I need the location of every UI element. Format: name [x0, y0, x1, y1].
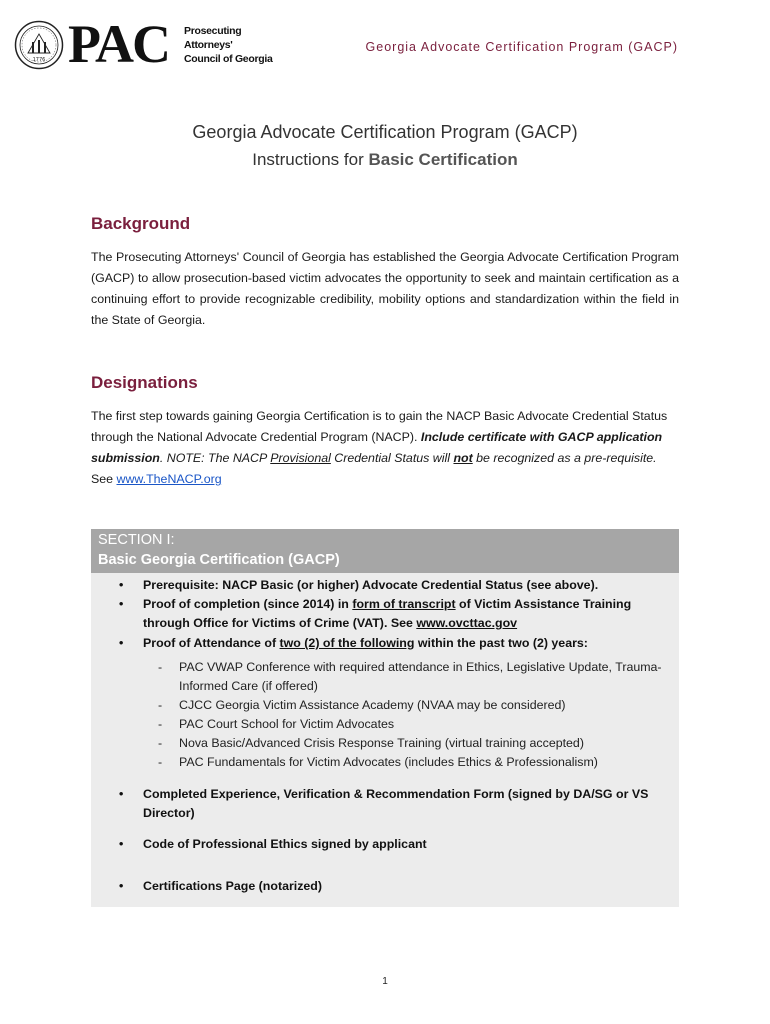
bullet-marker: • [119, 597, 124, 611]
document-subtitle [0, 150, 770, 170]
bullet-marker: • [119, 636, 124, 650]
georgia-seal-logo [14, 20, 64, 70]
vat-training-item [143, 595, 673, 633]
vat-text-b: of Victim Assistance Training through Office for Victims of Crime (VAT). See [143, 597, 632, 630]
ethics-item: Code of Professional Ethics signed by applicant [143, 837, 427, 851]
dash-marker: - [158, 736, 163, 750]
section-title: Basic Georgia Certification (GACP) [98, 552, 340, 568]
bullet-marker: • [119, 879, 124, 893]
provisional-text: Provisional [270, 451, 331, 465]
dash-marker: - [158, 717, 163, 731]
pac-logo-subtitle [184, 24, 273, 66]
logo-sub-line-1: Prosecuting [184, 25, 242, 37]
attendance-text-b: within the past two (2) years: [414, 636, 588, 650]
prerequisite-item: Prerequisite: NACP Basic (or higher) Advocate Credential Status (see above). [143, 578, 599, 592]
designations-text-4: be recognized as a pre-requisite. [472, 451, 657, 465]
designations-text-3: Credential Status will [330, 451, 454, 465]
dash-marker: - [158, 698, 163, 712]
certifications-page-item: Certifications Page (notarized) [143, 879, 323, 893]
sub-item-text: PAC VWAP Conference with required attendance in Ethics, Legislative Update, Trauma-Informed Care (if offered) [179, 660, 662, 693]
experience-form-item: Completed Experience, Verification & Recommendation Form (signed by DA/SG or VS Director) [143, 787, 649, 820]
attendance-item [143, 634, 673, 653]
logo-sub-line-3: Council of Georgia [184, 53, 273, 65]
sub-item-text: PAC Court School for Victim Advocates [179, 717, 395, 731]
document-title: Georgia Advocate Certification Program (GACP) [192, 122, 578, 142]
page-number: 1 [382, 976, 388, 987]
designations-text-5: See [91, 472, 117, 486]
running-header: Georgia Advocate Certification Program (GACP) [365, 40, 678, 54]
seal-year: 1776 [32, 57, 46, 63]
section-label: SECTION I: [98, 532, 175, 548]
designations-heading: Designations [91, 373, 198, 392]
dash-marker: - [158, 755, 163, 769]
logo-sub-line-2: Attorneys' [184, 39, 233, 51]
bullet-marker: • [119, 837, 124, 851]
requirements-list [91, 574, 679, 904]
sub-item-text: Nova Basic/Advanced Crisis Response Training (virtual training accepted) [179, 736, 584, 750]
sub-item-text: PAC Fundamentals for Victim Advocates (includes Ethics & Professionalism) [179, 755, 598, 769]
bullet-marker: • [119, 787, 124, 801]
not-emphasis: not [453, 451, 473, 465]
designations-text-1: The first step towards gaining Georgia Certification is to gain the NACP Basic Advocate Credential Status through the National Advocate Credential Program (NACP). [91, 409, 668, 444]
sub-item-text: CJCC Georgia Victim Assistance Academy (NVAA may be considered) [179, 698, 566, 712]
background-heading: Background [91, 214, 191, 233]
attendance-text-a: Proof of Attendance of [143, 636, 280, 650]
designations-text-2: . NOTE: The NACP [159, 451, 271, 465]
form-of-transcript: form of transcript [352, 597, 456, 611]
section-header [91, 529, 679, 573]
designations-paragraph [91, 406, 679, 490]
pac-logo-text: PAC [68, 14, 169, 74]
two-of-following: two (2) of the following [279, 636, 415, 650]
bullet-marker: • [119, 578, 124, 592]
vat-text-a: Proof of completion (since 2014) in [143, 597, 353, 611]
subtitle-highlight: Basic Certification [368, 150, 518, 169]
include-certificate-note: Include certificate with GACP application submission [91, 430, 663, 465]
dash-marker: - [158, 660, 163, 674]
background-paragraph: The Prosecuting Attorneys' Council of Georgia has established the Georgia Advocate Certification Program (GACP) to allow prosecution-based victim advocates the opportunity to seek and maintain certification as a continuing effort to provide recognizable credibility, mobility options and standardization within the field in the State of Georgia. [91, 250, 679, 327]
subtitle-prefix: Instructions for [252, 150, 369, 169]
ovcttac-link[interactable]: www.ovcttac.gov [416, 616, 518, 630]
nacp-link[interactable]: www.TheNACP.org [116, 472, 222, 486]
